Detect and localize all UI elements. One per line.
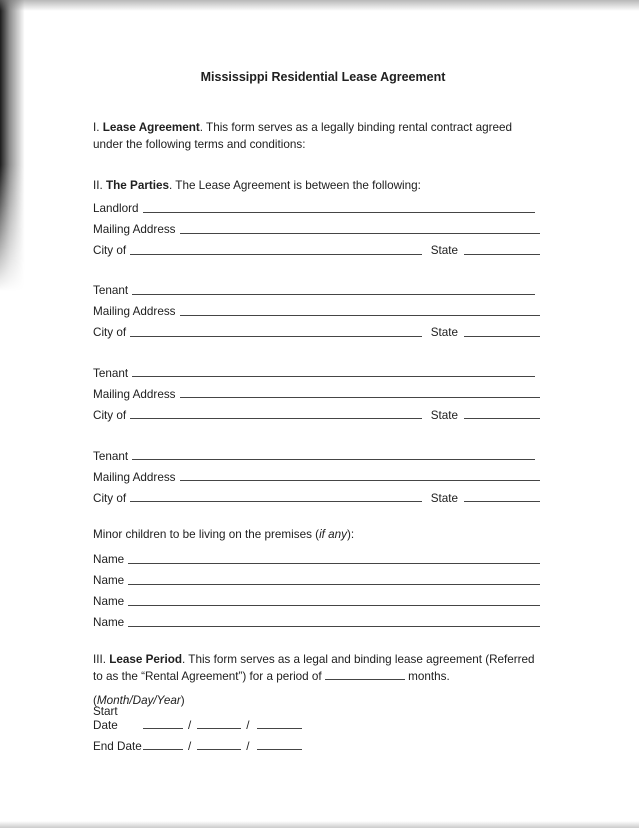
state-label: State [430, 326, 458, 339]
child-name-line[interactable] [128, 626, 540, 627]
state-label: State [430, 244, 458, 257]
city-of-label: City of [93, 326, 127, 339]
city-line[interactable] [130, 254, 422, 255]
section-ii-heading: The Parties [106, 179, 170, 192]
city-line[interactable] [130, 418, 422, 419]
state-line[interactable] [464, 254, 540, 255]
section-i-number: I. [93, 121, 103, 134]
date-format-note [93, 693, 540, 710]
start-date-month-line[interactable] [143, 728, 183, 729]
tenant-block [93, 359, 540, 422]
landlord-row [93, 195, 540, 216]
section-i-body: . This form serves as a legally binding rental contract agreed under the following terms and conditions: [93, 121, 513, 151]
landlord-name-line[interactable] [143, 212, 536, 213]
tenant-row [93, 442, 540, 463]
end-date-row [93, 732, 540, 753]
child-name-line[interactable] [128, 563, 540, 564]
minor-children-if-any: if any [319, 528, 348, 541]
tenant-name-line[interactable] [132, 459, 535, 460]
section-iii-number: III. [93, 652, 110, 666]
city-of-label: City of [93, 408, 127, 422]
tenant-name-line[interactable] [132, 294, 535, 295]
date-format-open-paren: ( [93, 693, 97, 707]
child-name-line[interactable] [128, 605, 540, 606]
tenant-label: Tenant [93, 284, 129, 297]
tenant-block [93, 442, 540, 505]
date-format-close-paren: ) [180, 693, 185, 707]
mailing-address-row [93, 216, 540, 237]
section-ii-paragraph [93, 178, 540, 195]
city-of-label: City of [93, 491, 127, 505]
minor-children-text-end: ): [347, 528, 355, 541]
mailing-address-label: Mailing Address [93, 223, 176, 236]
tenant-label: Tenant [93, 449, 129, 463]
city-line[interactable] [130, 336, 422, 337]
section-iii-paragraph [93, 652, 540, 686]
name-label: Name [93, 574, 125, 587]
section-iii-body-start: . This form serves as a legal and binding lease agreement (Referred to as the “Rental Agreement”) for a period of [93, 652, 535, 683]
landlord-label: Landlord [93, 202, 139, 215]
scan-shadow-bottom [0, 821, 639, 828]
state-line[interactable] [464, 336, 540, 337]
tenant-row [93, 359, 540, 380]
city-state-row [93, 484, 540, 505]
mailing-address-line[interactable] [180, 480, 540, 481]
end-date-year-line[interactable] [257, 749, 302, 750]
date-format-text: Month/Day/Year [96, 693, 181, 707]
tenant-label: Tenant [93, 366, 129, 380]
state-label: State [430, 491, 458, 505]
start-date-day-line[interactable] [197, 728, 241, 729]
section-iii-heading: Lease Period [109, 652, 183, 666]
city-state-row [93, 401, 540, 422]
section-i-paragraph [93, 120, 540, 153]
document-title: Mississippi Residential Lease Agreement [200, 70, 446, 84]
child-name-row [93, 546, 540, 567]
minor-children-text: Minor children to be living on the premises ( [93, 528, 320, 541]
city-of-label: City of [93, 244, 127, 257]
city-state-row [93, 237, 540, 258]
date-separator: / [188, 718, 192, 732]
section-i-heading: Lease Agreement [102, 121, 200, 134]
end-date-label: End Date [93, 739, 142, 753]
start-date-row [93, 705, 540, 732]
child-name-row [93, 567, 540, 588]
mailing-address-row [93, 463, 540, 484]
minor-children-name-list [93, 546, 540, 630]
date-separator: / [246, 739, 250, 753]
mailing-address-label: Mailing Address [93, 387, 176, 401]
mailing-address-label: Mailing Address [93, 470, 176, 484]
state-label: State [430, 408, 458, 422]
tenant-block [93, 277, 540, 340]
section-ii-number: II. [93, 179, 106, 192]
date-separator: / [246, 718, 250, 732]
section-ii-body: . The Lease Agreement is between the following: [169, 179, 421, 192]
name-label: Name [93, 616, 125, 629]
lease-dates [93, 705, 540, 753]
section-iii-body-end: months. [404, 670, 450, 683]
name-label: Name [93, 553, 125, 566]
state-line[interactable] [464, 501, 540, 502]
mailing-address-line[interactable] [180, 397, 540, 398]
child-name-row [93, 588, 540, 609]
mailing-address-label: Mailing Address [93, 305, 176, 318]
tenant-row [93, 277, 540, 298]
name-label: Name [93, 595, 125, 608]
landlord-block [93, 195, 540, 258]
state-line[interactable] [464, 418, 540, 419]
city-state-row [93, 319, 540, 340]
child-name-line[interactable] [128, 584, 540, 585]
child-name-row [93, 609, 540, 630]
mailing-address-row [93, 380, 540, 401]
mailing-address-row [93, 298, 540, 319]
mailing-address-line[interactable] [180, 233, 540, 234]
end-date-day-line[interactable] [197, 749, 241, 750]
minor-children-line [93, 527, 540, 544]
start-date-year-line[interactable] [257, 728, 302, 729]
months-blank-line[interactable] [325, 668, 405, 680]
tenant-name-line[interactable] [132, 376, 535, 377]
end-date-month-line[interactable] [143, 749, 183, 750]
start-date-label: Start Date [93, 705, 118, 732]
date-separator: / [188, 739, 192, 753]
mailing-address-line[interactable] [180, 315, 540, 316]
city-line[interactable] [130, 501, 422, 502]
